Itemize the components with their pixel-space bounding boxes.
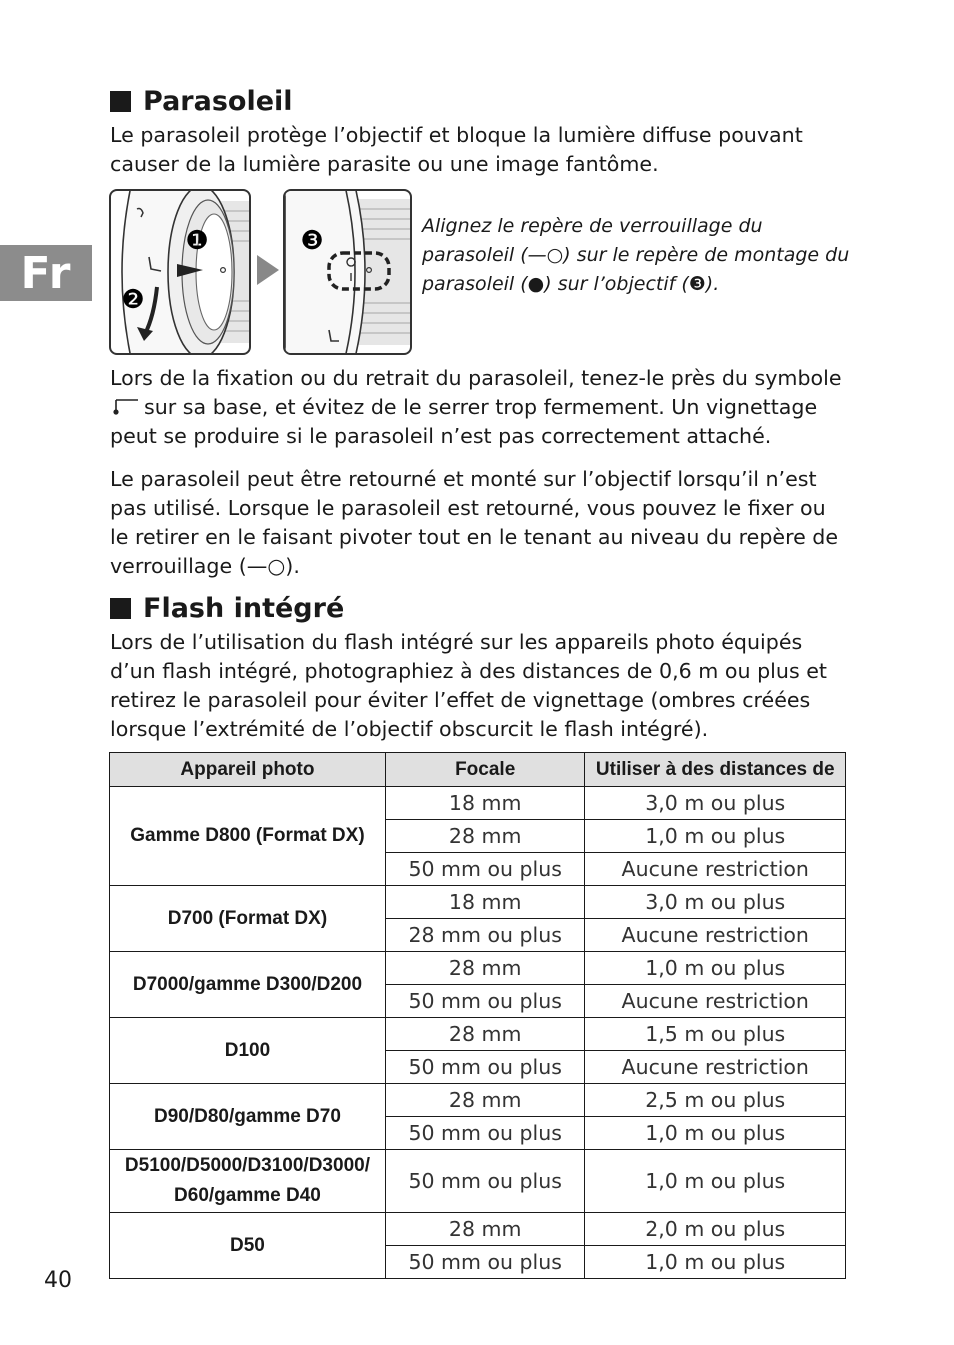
table-header-row (110, 753, 846, 787)
focal-cell: 50 mm ou plus (385, 1051, 585, 1084)
distance-cell: 1,0 m ou plus (585, 952, 846, 985)
flash-intro: Lors de l’utilisation du flash intégré sur les appareils photo équipés d’un flash intégré, photographiez à des distances de 0,6 m ou plus et retirez le parasoleil pour éviter l’effet de vignettage (ombres créées lorsque l’extrémité de l’objectif obscurcit le flash intégré). (110, 630, 827, 741)
figure-caption: Alignez le repère de verrouillage du parasoleil (—○) sur le repère de montage du parasoleil (●) sur l’objectif (❸). (422, 215, 850, 295)
focal-cell: 28 mm (385, 820, 585, 853)
focal-cell: 50 mm ou plus (385, 853, 585, 886)
camera-cell: D100 (110, 1018, 386, 1084)
section-heading-flash (110, 593, 344, 624)
handling-note-part-2: sur sa base, et évitez de le serrer trop fermement. Un vignettage peut se produire si le parasoleil n’est pas correctement attaché. (110, 395, 818, 448)
focal-cell: 50 mm ou plus (385, 985, 585, 1018)
square-bullet-icon (110, 598, 131, 619)
camera-cell: D90/D80/gamme D70 (110, 1084, 386, 1150)
focal-cell: 18 mm (385, 886, 585, 919)
table-row (110, 1084, 846, 1117)
distance-cell: 2,0 m ou plus (585, 1213, 846, 1246)
hood-attach-illustration-2 (283, 189, 412, 355)
focal-cell: 50 mm ou plus (385, 1246, 585, 1279)
handling-note-part-1: Lors de la fixation ou du retrait du parasoleil, tenez-le près du symbole (110, 366, 842, 390)
section-heading-parasoleil (110, 86, 293, 117)
table-row (110, 1213, 846, 1246)
focal-cell: 28 mm (385, 1084, 585, 1117)
hood-grip-symbol-icon (110, 398, 140, 416)
distance-cell: 1,0 m ou plus (585, 820, 846, 853)
focal-cell: 50 mm ou plus (385, 1150, 585, 1213)
focal-cell: 18 mm (385, 787, 585, 820)
parasoleil-reverse-note: Le parasoleil peut être retourné et monté sur l’objectif lorsqu’il n’est pas utilisé. Lorsque le parasoleil est retourné, vous pouvez le fixer ou le retirer en le faisant pivoter tout en le tenant au niveau du repère de verrouillage (—○). (110, 467, 839, 578)
step-2-marker: ❷ (121, 285, 145, 315)
distance-cell: Aucune restriction (585, 919, 846, 952)
distance-cell: Aucune restriction (585, 1051, 846, 1084)
distance-cell: 1,0 m ou plus (585, 1117, 846, 1150)
page-number: 40 (44, 1268, 72, 1293)
header-distance: Utiliser à des distances de (585, 753, 846, 787)
focal-cell: 28 mm (385, 1018, 585, 1051)
distance-cell: 1,5 m ou plus (585, 1018, 846, 1051)
distance-cell: Aucune restriction (585, 853, 846, 886)
table-row (110, 1150, 846, 1213)
flash-distance-table (109, 752, 846, 1279)
distance-cell: 3,0 m ou plus (585, 787, 846, 820)
section-title: Flash intégré (143, 593, 345, 624)
distance-cell: 3,0 m ou plus (585, 886, 846, 919)
focal-cell: 28 mm ou plus (385, 919, 585, 952)
step-1-marker: ❶ (185, 226, 209, 256)
focal-cell: 28 mm (385, 952, 585, 985)
focal-cell: 28 mm (385, 1213, 585, 1246)
distance-cell: Aucune restriction (585, 985, 846, 1018)
focal-cell: 50 mm ou plus (385, 1117, 585, 1150)
next-step-arrow-icon (255, 253, 281, 287)
camera-cell: D700 (Format DX) (110, 886, 386, 952)
distance-cell: 1,0 m ou plus (585, 1150, 846, 1213)
camera-cell: D50 (110, 1213, 386, 1279)
table-row (110, 952, 846, 985)
distance-cell: 1,0 m ou plus (585, 1246, 846, 1279)
camera-cell: D5100/D5000/D3100/D3000/ D60/gamme D40 (110, 1150, 386, 1213)
section-title: Parasoleil (143, 86, 293, 117)
table-row (110, 886, 846, 919)
language-tab: Fr (0, 245, 92, 301)
header-focal: Focale (385, 753, 585, 787)
step-3-marker: ❸ (300, 226, 324, 256)
square-bullet-icon (110, 91, 131, 112)
header-camera: Appareil photo (110, 753, 386, 787)
camera-cell: D7000/gamme D300/D200 (110, 952, 386, 1018)
table-row (110, 1018, 846, 1051)
hood-attach-illustration-1 (109, 189, 251, 355)
table-row (110, 787, 846, 820)
parasoleil-handling-note (110, 364, 850, 451)
camera-cell: Gamme D800 (Format DX) (110, 787, 386, 886)
distance-cell: 2,5 m ou plus (585, 1084, 846, 1117)
parasoleil-intro: Le parasoleil protège l’objectif et bloque la lumière diffuse pouvant causer de la lumière parasite ou une image fantôme. (110, 123, 803, 176)
